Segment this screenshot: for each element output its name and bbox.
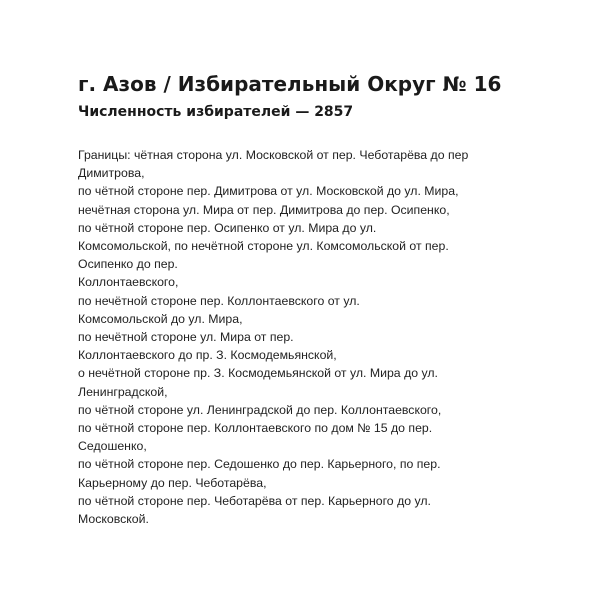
boundary-line: Коллонтаевского до пр. З. Космодемьянской, [78, 348, 337, 363]
boundary-line: Московской. [78, 512, 149, 527]
boundary-line: о нечётной стороне пр. З. Космодемьянской от ул. Мира до ул. [78, 366, 438, 381]
boundary-line: Седошенко, [78, 439, 147, 454]
boundary-line: Границы: чётная сторона ул. Московской от пер. Чеботарёва до пер [78, 148, 469, 162]
boundary-line: по чётной стороне ул. Ленинградской до пер. Коллонтаевского, [78, 402, 442, 417]
boundary-line: по чётной стороне пер. Осипенко от ул. Мира до ул. [78, 220, 377, 235]
boundary-line: по нечётной стороне пер. Коллонтаевского от ул. [78, 293, 360, 308]
boundary-line: Ленинградской, [78, 384, 168, 399]
boundary-line: Комсомольской до ул. Мира, [78, 311, 243, 326]
boundary-line: нечётная сторона ул. Мира от пер. Димитрова до пер. Осипенко, [78, 202, 450, 217]
boundary-line: Комсомольской, по нечётной стороне ул. Комсомольской от пер. [78, 239, 449, 254]
page-title: г. Азов / Избирательный Округ № 16 [78, 72, 502, 96]
boundary-line: по чётной стороне пер. Чеботарёва от пер. Карьерного до ул. [78, 493, 431, 508]
boundary-description [78, 146, 578, 528]
boundary-line: Коллонтаевского, [78, 275, 179, 290]
boundary-line: по чётной стороне пер. Коллонтаевского по дом № 15 до пер. [78, 421, 433, 436]
boundary-line: по нечётной стороне ул. Мира от пер. [78, 330, 294, 345]
voter-count-subtitle: Численность избирателей — 2857 [78, 104, 354, 120]
boundary-line: Карьерному до пер. Чеботарёва, [78, 475, 267, 490]
boundary-line: по чётной стороне пер. Димитрова от ул. Московской до ул. Мира, [78, 184, 459, 199]
boundary-line: Димитрова, [78, 166, 145, 181]
boundary-line: по чётной стороне пер. Седошенко до пер. Карьерного, по пер. [78, 457, 441, 472]
boundary-line: Осипенко до пер. [78, 257, 178, 272]
